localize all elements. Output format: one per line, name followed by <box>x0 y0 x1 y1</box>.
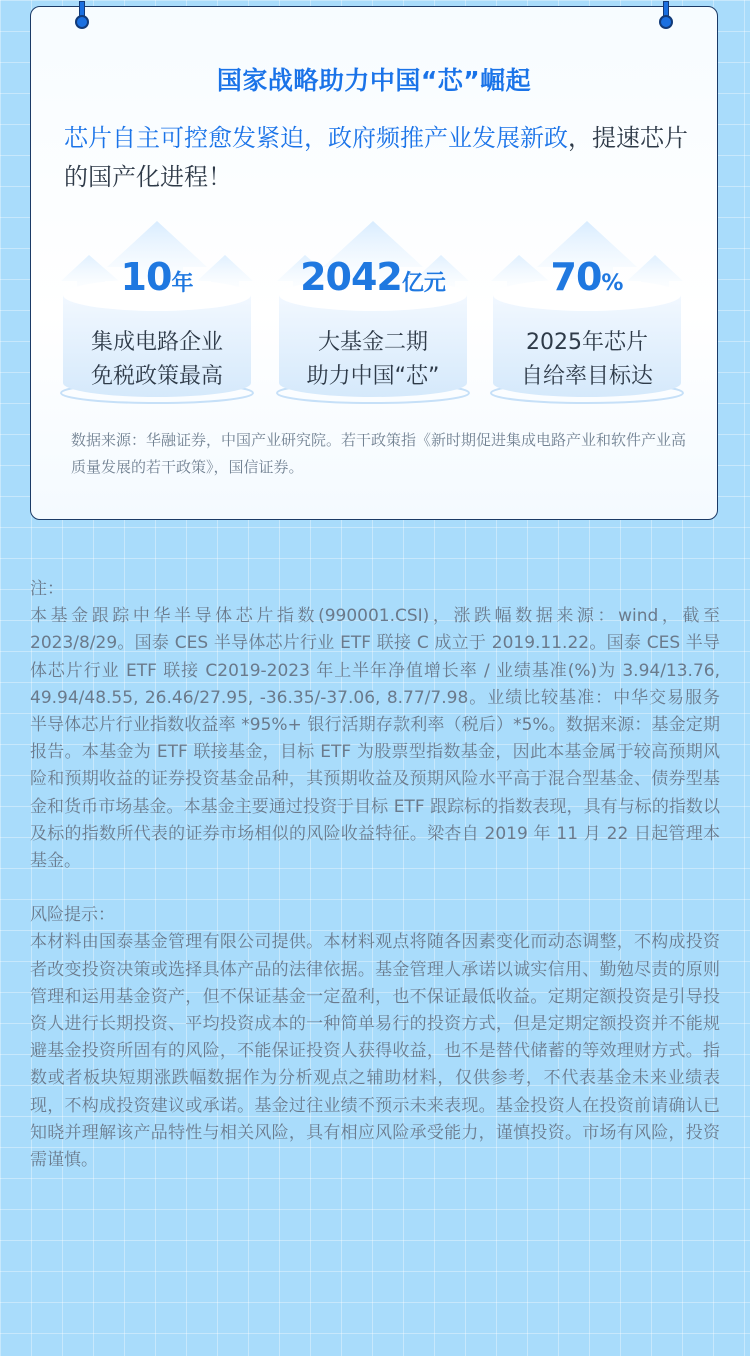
risk-body: 本材料由国泰基金管理有限公司提供。本材料观点将随各因素变化而动态调整，不构成投资者改变投资决策或选择具体产品的法律依据。基金管理人承诺以诚实信用、勤勉尽责的原则管理和运用基金资产，但不保证基金一定盈利，也不保证最低收益。定期定额投资是引导投资人进行长期投资、平均投资成本的一种简单易行的投资方式，但是定期定额投资并不能规避基金投资所固有的风险，不能保证投资人获得收益，也不是替代储蓄的等效理财方式。指数或者板块短期涨跌幅数据作为分析观点之辅助材料，仅供参考，不代表基金未来业绩表现，不构成投资建议或承诺。基金过往业绩不预示未来表现。基金投资人在投资前请确认已知晓并理解该产品特性与相关风险，具有相应风险承受能力，谨慎投资。市场有风险，投资需谨慎。 <box>30 932 720 1171</box>
lead-rest: ，提速芯片的国产化进程！ <box>64 124 688 191</box>
stat-big-fund <box>273 215 473 407</box>
stat-number: 2042亿元 <box>300 255 446 299</box>
stat-label-line1: 集成电路企业 <box>90 330 223 355</box>
highlight-card <box>30 6 718 520</box>
stat-label-line2: 助力中国“芯” <box>306 364 440 389</box>
stat-label-line1: 2025年芯片 <box>526 330 648 355</box>
disclaimer-section <box>30 576 720 1174</box>
stat-number: 10年 <box>120 255 194 299</box>
note-heading: 注： <box>30 579 64 599</box>
card-title: 国家战略助力中国“芯”崛起 <box>216 66 532 95</box>
stat-number: 70% <box>550 255 624 299</box>
note-body: 本基金跟踪中华半导体芯片指数(990001.CSI)，涨跌幅数据来源：wind，截至2023/8/29。国泰 CES 半导体芯片行业 ETF 联接 C 成立于 2019.11.22。国泰 CES 半导体芯片行业 ETF 联接 C2019-2023 年上半年净值增长率 / 业绩基准(%)为 3.94/13.76, 49.94/48.55, 26.46/27.95, -36.35/-37.06, 8.77/7.98。业绩比较基准：中华交易服务半导体芯片行业指数收益率 *95%+ 银行活期存款利率（税后）*5%。数据来源：基金定期报告。本基金为 ETF 联接基金，目标 ETF 为股票型指数基金，因此本基金属于较高预期风险和预期收益的证券投资基金品种，其预期收益及预期风险水平高于混合型基金、债券型基金和货币市场基金。本基金主要通过投资于目标 ETF 跟踪标的指数表现，具有与标的指数以及标的指数所代表的证券市场相似的风险收益特征。梁杏自 2019 年 11 月 22 日起管理本基金。 <box>30 606 720 872</box>
stat-self-sufficiency <box>487 215 687 407</box>
risk-heading: 风险提示： <box>30 905 115 926</box>
stat-tax-exemption <box>57 215 257 407</box>
stat-label-line2: 免税政策最高 <box>90 364 223 389</box>
stat-label-line1: 大基金二期 <box>317 330 428 355</box>
binder-pin-right <box>661 1 671 29</box>
stat-label-line2: 自给率目标达 <box>520 364 653 389</box>
lead-text <box>64 119 689 197</box>
data-source-note: 数据来源：华融证券，中国产业研究院。若干政策指《新时期促进集成电路产业和软件产业高质量发展的若干政策》，国信证券。 <box>71 431 687 476</box>
binder-pin-left <box>77 1 87 29</box>
lead-highlight: 芯片自主可控愈发紧迫，政府频推产业发展新政 <box>64 124 568 152</box>
